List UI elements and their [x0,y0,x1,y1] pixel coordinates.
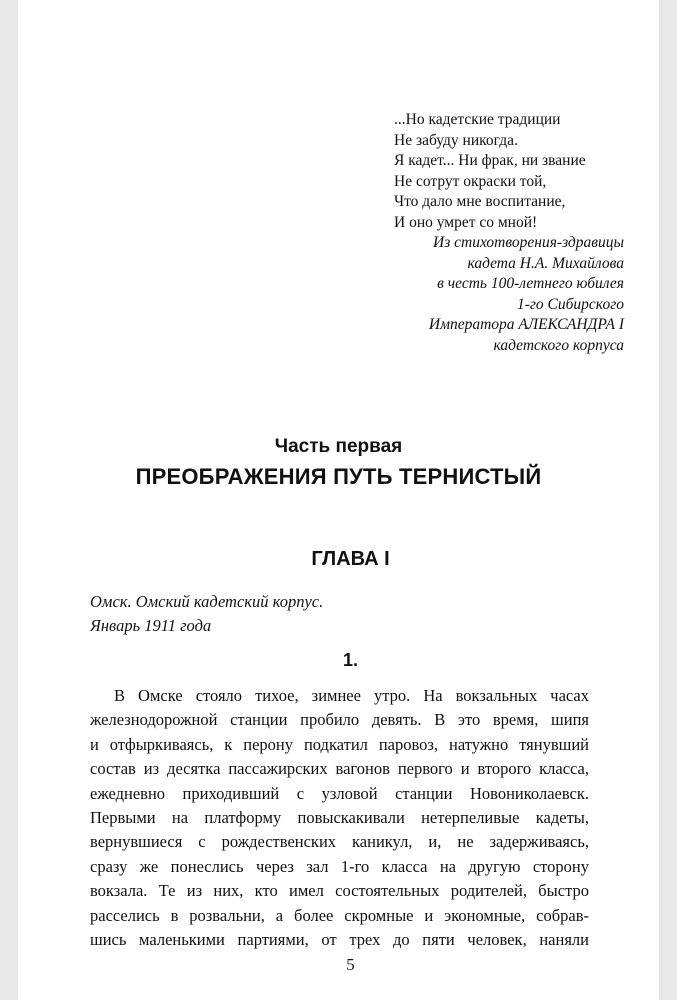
epigraph-line: Я кадет... Ни фрак, ни звание [394,152,586,169]
epigraph-line: ...Но кадетские традиции [394,111,561,128]
epigraph-attribution-line: в честь 100-летнего юбилея [437,275,624,292]
epigraph-line: Не забуду никогда. [394,131,518,149]
part-subtitle: ПРЕОБРАЖЕНИЯ ПУТЬ ТЕРНИСТЫЙ [135,464,542,489]
date-line: Январь 1911 года [90,616,212,635]
text-line: железнодорожной станции пробило девять. В это время, шипя [90,710,589,730]
text-line: и отфыркиваясь, к перону подкатил паровоз, натужно тянувший [90,734,589,754]
text-line: ежедневно приходивший с узловой станции Новониколаевск. [90,783,589,803]
text-line: вернувшиеся с рождественских каникул, и, не задерживаясь, [90,832,589,852]
text-line: В Омске стояло тихое, зимнее утро. На вокзальных часах [114,686,589,705]
section-number: 1. [342,650,358,670]
epigraph-attribution-line: кадета Н.А. Михайлова [467,254,624,272]
text-line: вокзала. Те из них, кто имел состоятельных родителей, быстро [90,881,589,901]
epigraph-line: Что дало мне воспитание, [394,193,566,210]
chapter-title: ГЛАВА I [311,548,390,570]
body-paragraph [90,684,589,952]
text-line: Первыми на платформу повыскакивали нетерпеливые кадеты, [90,808,589,828]
epigraph-attribution-line: Императора АЛЕКСАНДРА I [428,316,624,333]
chapter-place-date [90,590,590,638]
epigraph-attribution-line: 1-го Сибирского [516,295,624,313]
text-line: расселись в розвальни, а более скромные и экономные, собрав- [90,905,589,925]
epigraph [394,110,624,356]
text-line: сразу же понеслись через зал 1-го класса на другую сторону [90,856,589,876]
text-line: состав из десятка пассажирских вагонов первого и второго класса, [90,759,589,779]
text-line: шись маленькими партиями, от трех до пяти человек, наняли [90,930,589,950]
epigraph-attribution-line: Из стихотворения-здравицы [433,234,624,251]
epigraph-line: Не сотрут окраски той, [394,172,547,190]
part-title: Часть первая [274,436,403,457]
page-number: 5 [346,955,355,974]
book-page [18,0,659,1000]
epigraph-line: И оно умрет со мной! [394,213,538,231]
epigraph-attribution-line: кадетского корпуса [493,336,624,354]
place-line: Омск. Омский кадетский корпус. [90,592,324,611]
